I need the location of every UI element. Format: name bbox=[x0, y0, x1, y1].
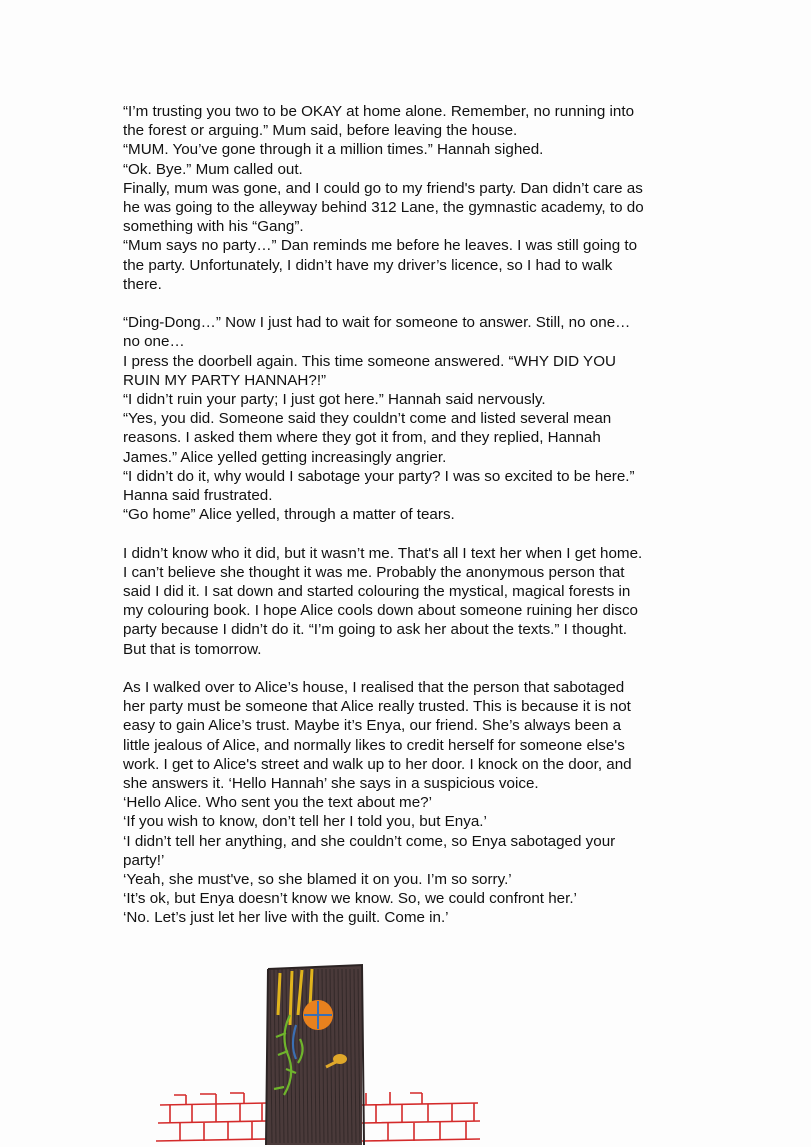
story-line: “Mum says no party…” Dan reminds me before he leaves. I was still going to bbox=[123, 237, 638, 255]
story-line: the party. Unfortunately, I didn’t have my driver’s licence, so I had to walk bbox=[123, 256, 613, 274]
story-line: Finally, mum was gone, and I could go to my friend's party. Dan didn’t care as bbox=[123, 179, 643, 197]
story-line: But that is tomorrow. bbox=[123, 640, 262, 658]
door-drawing bbox=[140, 955, 480, 1147]
story-text bbox=[123, 102, 713, 928]
story-line: “MUM. You’ve gone through it a million times.” Hannah sighed. bbox=[123, 141, 544, 159]
story-line: ‘I didn’t tell her anything, and she couldn’t come, so Enya sabotaged your bbox=[123, 832, 616, 850]
paragraph-break bbox=[123, 524, 713, 543]
story-line: I didn’t know who it did, but it wasn’t me. That's all I text her when I get home. bbox=[123, 544, 643, 562]
door-window bbox=[304, 1001, 332, 1029]
story-line: party because I didn’t do it. “I’m going to ask her about the texts.” I thought. bbox=[123, 621, 628, 639]
story-line: there. bbox=[123, 275, 162, 293]
paragraph-break bbox=[123, 294, 713, 313]
story-line: work. I get to Alice's street and walk up to her door. I knock on the door, and bbox=[123, 755, 632, 773]
story-line: RUIN MY PARTY HANNAH?!” bbox=[123, 371, 327, 389]
story-line: ‘If you wish to know, don’t tell her I told you, but Enya.’ bbox=[123, 813, 487, 831]
story-line: something with his “Gang”. bbox=[123, 218, 304, 236]
story-line: the forest or arguing.” Mum said, before leaving the house. bbox=[123, 122, 518, 140]
story-line: my colouring book. I hope Alice cools down about someone ruining her disco bbox=[123, 602, 638, 620]
story-line: “Ok. Bye.” Mum called out. bbox=[123, 160, 303, 178]
story-line: ‘Yeah, she must've, so she blamed it on you. I’m so sorry.’ bbox=[123, 871, 512, 889]
story-line: “Ding-Dong…” Now I just had to wait for someone to answer. Still, no one… bbox=[123, 314, 631, 332]
story-line: her party must be someone that Alice really trusted. This is because it is not bbox=[123, 698, 631, 716]
paragraph-break bbox=[123, 659, 713, 678]
story-line: “I didn’t do it, why would I sabotage your party? I was so excited to be here.” bbox=[123, 467, 635, 485]
brick-wall-left bbox=[156, 1093, 268, 1141]
story-line: “Go home” Alice yelled, through a matter of tears. bbox=[123, 506, 455, 524]
story-line: ‘Hello Alice. Who sent you the text about me?’ bbox=[123, 794, 432, 812]
story-line: no one… bbox=[123, 333, 185, 351]
story-line: ‘No. Let’s just let her live with the guilt. Come in.’ bbox=[123, 909, 449, 927]
story-line: she answers it. ‘Hello Hannah’ she says in a suspicious voice. bbox=[123, 775, 539, 793]
story-line: easy to gain Alice’s trust. Maybe it’s Enya, our friend. She’s always been a bbox=[123, 717, 622, 735]
story-line: party!’ bbox=[123, 851, 165, 869]
story-line: Hanna said frustrated. bbox=[123, 487, 273, 505]
story-line: he was going to the alleyway behind 312 Lane, the gymnastic academy, to do bbox=[123, 199, 644, 217]
story-line: James.” Alice yelled getting increasingly angrier. bbox=[123, 448, 447, 466]
story-line: said I did it. I sat down and started colouring the mystical, magical forests in bbox=[123, 583, 631, 601]
story-line: I press the doorbell again. This time someone answered. “WHY DID YOU bbox=[123, 352, 616, 370]
story-line: As I walked over to Alice’s house, I realised that the person that sabotaged bbox=[123, 679, 625, 697]
story-line: ‘It’s ok, but Enya doesn’t know we know. So, we could confront her.’ bbox=[123, 890, 577, 908]
story-line: “I’m trusting you two to be OKAY at home alone. Remember, no running into bbox=[123, 103, 635, 120]
story-line: “Yes, you did. Someone said they couldn’t come and listed several mean bbox=[123, 410, 612, 428]
story-line: “I didn’t ruin your party; I just got here.” Hannah said nervously. bbox=[123, 391, 546, 409]
story-line: little jealous of Alice, and normally likes to credit herself for someone else's bbox=[123, 736, 625, 754]
brick-wall-right bbox=[362, 1092, 480, 1141]
story-line: reasons. I asked them where they got it from, and they replied, Hannah bbox=[123, 429, 601, 447]
story-line: I can’t believe she thought it was me. Probably the anonymous person that bbox=[123, 563, 625, 581]
